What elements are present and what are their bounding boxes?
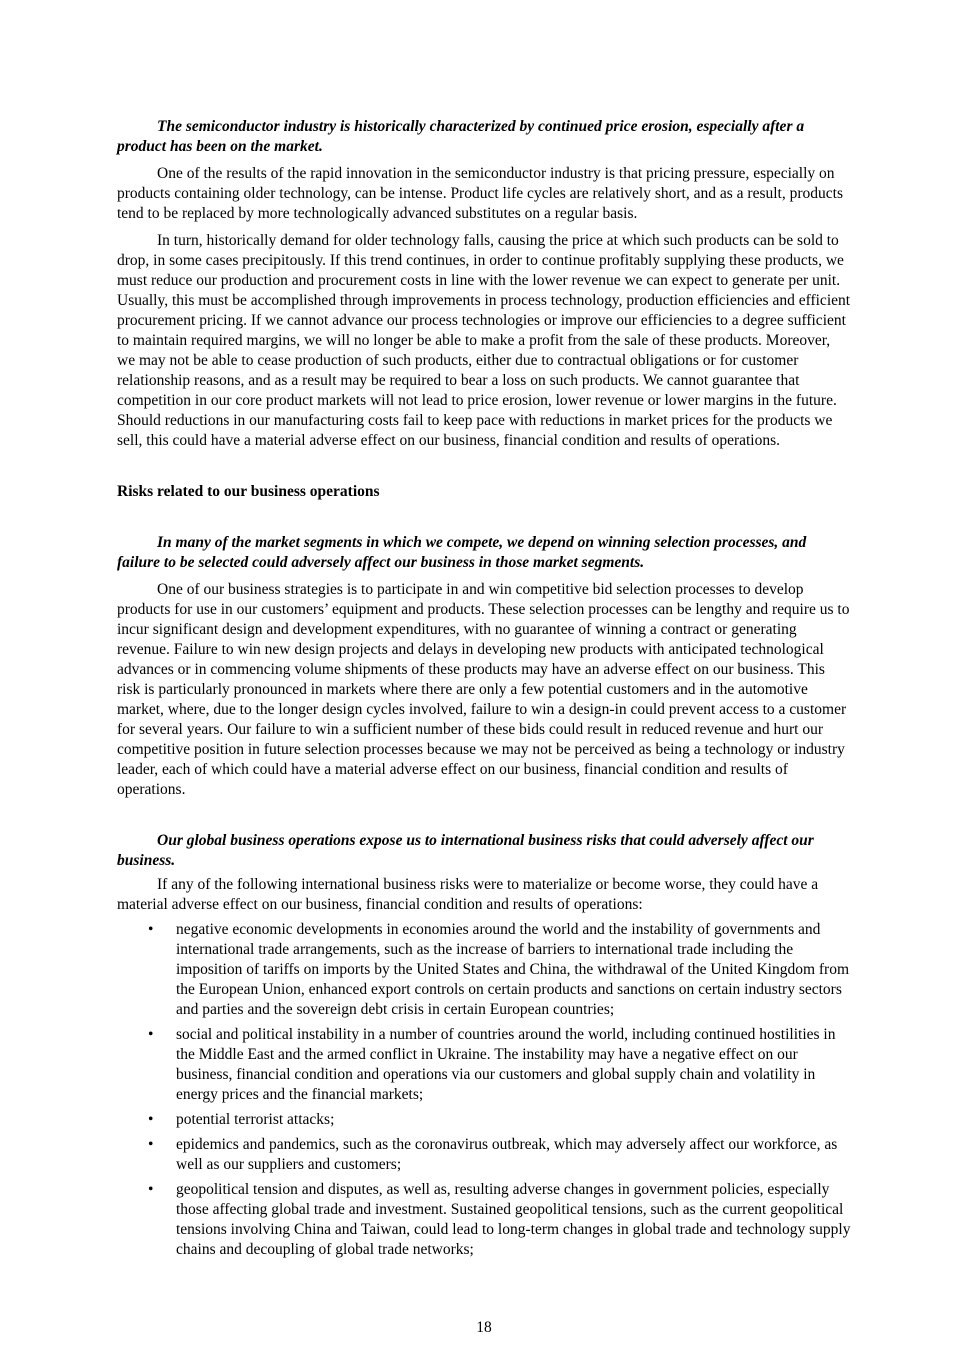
risk-heading-selection-processes: In many of the market segments in which we compete, we depend on winning selection processes, and failure to be selected could adversely affect our business in those market segments. bbox=[117, 534, 807, 571]
page-number: 18 bbox=[476, 1319, 492, 1336]
bullet-marker: • bbox=[148, 921, 154, 938]
list-item bbox=[117, 1025, 851, 1105]
list-item bbox=[117, 1135, 851, 1175]
document-body bbox=[117, 117, 851, 1260]
risk-heading-price-erosion: The semiconductor industry is historically characterized by continued price erosion, especially after a product has been on the market. bbox=[117, 118, 805, 155]
section-heading-business-operations-risks: Risks related to our business operations bbox=[117, 483, 380, 500]
list-item-text: geopolitical tension and disputes, as well as, resulting adverse changes in government policies, especially those affecting global trade and investment. Sustained geopolitical tensions, such as the current geopolitical tensions involving China and Taiwan, could lead to long-term changes in global trade and technology supply chains and decoupling of global trade networks; bbox=[176, 1181, 851, 1258]
list-item-text: epidemics and pandemics, such as the coronavirus outbreak, which may adversely affect our workforce, as well as our suppliers and customers; bbox=[176, 1136, 838, 1173]
list-item bbox=[117, 920, 851, 1020]
bullet-marker: • bbox=[148, 1181, 154, 1198]
bullet-marker: • bbox=[148, 1111, 154, 1128]
paragraph-rapid-innovation: One of the results of the rapid innovation in the semiconductor industry is that pricing pressure, especially on products containing older technology, can be intense. Product life cycles are relatively short, and as a result, products tend to be replaced by more technologically advanced substitutes on a regular basis. bbox=[117, 165, 843, 222]
list-item-text: social and political instability in a number of countries around the world, including continued hostilities in the Middle East and the armed conflict in Ukraine. The instability may have a negative effect on our business, financial condition and operations via our customers and global supply chain and volatility in energy prices and the financial markets; bbox=[176, 1026, 836, 1103]
list-item-text: potential terrorist attacks; bbox=[176, 1111, 335, 1128]
list-item bbox=[117, 1180, 851, 1260]
paragraph-older-technology-demand: In turn, historically demand for older technology falls, causing the price at which such products can be sold to drop, in some cases precipitously. If this trend continues, in order to continue profitably supplying these products, we must reduce our production and procurement costs in line with the lower revenue we can expect to generate per unit. Usually, this must be accomplished through improvements in process technology, production efficiencies and efficient procurement pricing. If we cannot advance our process technologies or improve our efficiencies to a degree sufficient to maintain required margins, we will no longer be able to make a profit from the sale of these products. Moreover, we may not be able to cease production of such products, either due to contractual obligations or for customer relationship reasons, and as a result may be required to bear a loss on such products. We cannot guarantee that competition in our core product markets will not lead to price erosion, lower revenue or lower margins in the future. Should reductions in our manufacturing costs fail to keep pace with reductions in market prices for the products we sell, this could have a material adverse effect on our business, financial condition and results of operations. bbox=[117, 232, 851, 449]
risk-heading-international-business-risks: Our global business operations expose us to international business risks that could adversely affect our business. bbox=[117, 832, 814, 869]
list-item bbox=[117, 1110, 851, 1130]
paragraph-international-risks-intro: If any of the following international business risks were to materialize or become worse, they could have a material adverse effect on our business, financial condition and results of operations: bbox=[117, 876, 819, 913]
paragraph-bid-selection: One of our business strategies is to participate in and win competitive bid selection processes to develop products for use in our customers’ equipment and products. These selection processes can be lengthy and require us to incur significant design and development expenditures, with no guarantee of winning a contract or generating revenue. Failure to win new design projects and delays in developing new products with anticipated technological advances or in commencing volume shipments of these products may have an adverse effect on our business. This risk is particularly pronounced in markets where there are only a few potential customers and in the automotive market, where, due to the longer design cycles involved, failure to win a design-in could prevent access to a customer for several years. Our failure to win a sufficient number of these bids could result in reduced revenue and hurt our competitive position in future selection processes because we may not be perceived as being a technology or industry leader, each of which could have a material adverse effect on our business, financial condition and results of operations. bbox=[117, 581, 850, 798]
list-item-text: negative economic developments in economies around the world and the instability of governments and international trade arrangements, such as the increase of barriers to international trade including the imposition of tariffs on imports by the United States and China, the withdrawal of the United Kingdom from the European Union, enhanced export controls on certain products and sanctions on certain industry sectors and parties and the sovereign debt crisis in certain European countries; bbox=[176, 921, 850, 1018]
bullet-marker: • bbox=[148, 1136, 154, 1153]
bullet-list-international-risks bbox=[117, 920, 851, 1260]
bullet-marker: • bbox=[148, 1026, 154, 1043]
